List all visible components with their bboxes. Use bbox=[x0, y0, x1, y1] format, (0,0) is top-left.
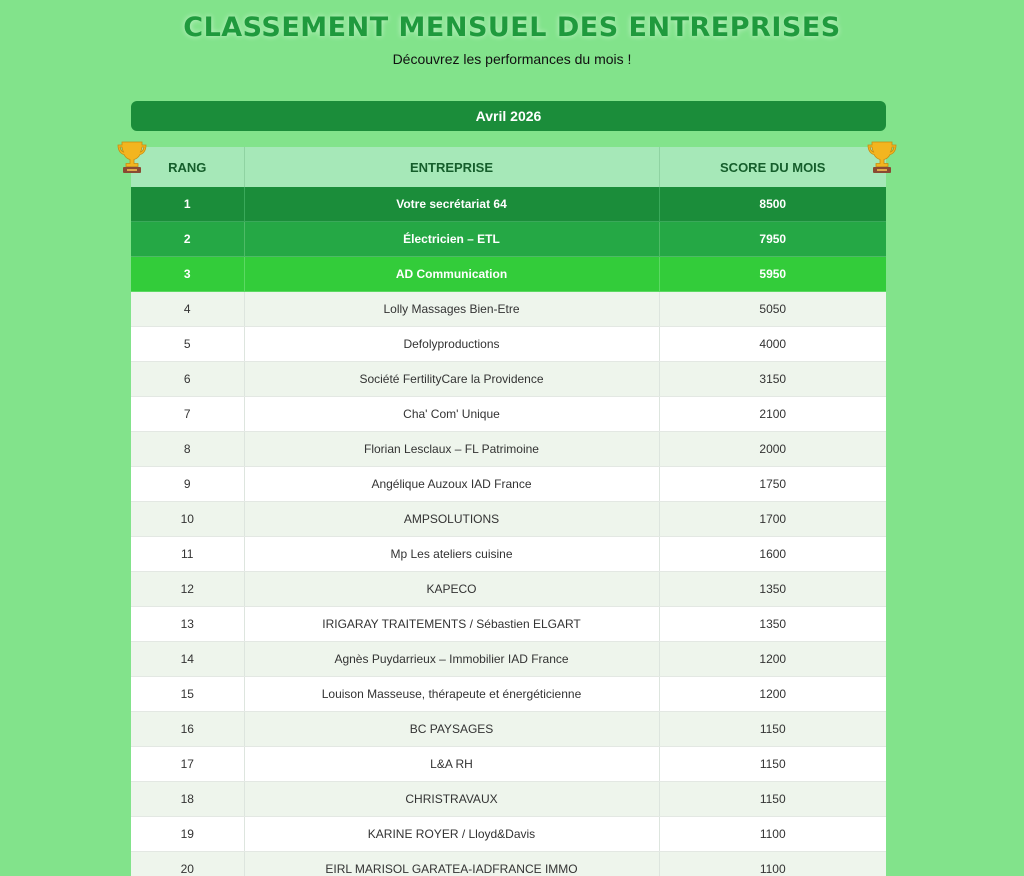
trophy-icon bbox=[867, 138, 897, 174]
table-row bbox=[131, 502, 886, 537]
page-title: CLASSEMENT MENSUEL DES ENTREPRISES bbox=[183, 12, 841, 43]
company-cell: Société FertilityCare la Providence bbox=[244, 362, 659, 397]
table-row bbox=[131, 817, 886, 852]
table-row bbox=[131, 537, 886, 572]
table-row bbox=[131, 327, 886, 362]
score-cell: 3150 bbox=[659, 362, 886, 397]
company-cell: AD Communication bbox=[244, 257, 659, 292]
ranking-table-header bbox=[131, 147, 886, 187]
company-cell: Florian Lesclaux – FL Patrimoine bbox=[244, 432, 659, 467]
table-row bbox=[131, 467, 886, 502]
company-cell: Votre secrétariat 64 bbox=[244, 187, 659, 222]
rank-cell: 17 bbox=[131, 747, 244, 782]
rank-cell: 11 bbox=[131, 537, 244, 572]
score-cell: 1600 bbox=[659, 537, 886, 572]
table-row bbox=[131, 572, 886, 607]
table-row bbox=[131, 397, 886, 432]
table-row bbox=[131, 222, 886, 257]
table-row bbox=[131, 852, 886, 876]
table-row bbox=[131, 257, 886, 292]
rank-cell: 2 bbox=[131, 222, 244, 257]
rank-cell: 4 bbox=[131, 292, 244, 327]
score-cell: 5950 bbox=[659, 257, 886, 292]
company-cell: Defolyproductions bbox=[244, 327, 659, 362]
score-cell: 1150 bbox=[659, 782, 886, 817]
score-cell: 1150 bbox=[659, 747, 886, 782]
score-cell: 1700 bbox=[659, 502, 886, 537]
score-cell: 2000 bbox=[659, 432, 886, 467]
company-cell: Angélique Auzoux IAD France bbox=[244, 467, 659, 502]
table-row bbox=[131, 362, 886, 397]
table-row bbox=[131, 712, 886, 747]
company-cell: KARINE ROYER / Lloyd&Davis bbox=[244, 817, 659, 852]
score-cell: 5050 bbox=[659, 292, 886, 327]
company-cell: AMPSOLUTIONS bbox=[244, 502, 659, 537]
company-cell: CHRISTRAVAUX bbox=[244, 782, 659, 817]
rank-cell: 14 bbox=[131, 642, 244, 677]
company-cell: IRIGARAY TRAITEMENTS / Sébastien ELGART bbox=[244, 607, 659, 642]
rank-cell: 1 bbox=[131, 187, 244, 222]
column-header-rank: RANG bbox=[131, 147, 244, 187]
rank-cell: 3 bbox=[131, 257, 244, 292]
table-row bbox=[131, 292, 886, 327]
score-cell: 2100 bbox=[659, 397, 886, 432]
company-cell: EIRL MARISOL GARATEA-IADFRANCE IMMO bbox=[244, 852, 659, 876]
page-subtitle: Découvrez les performances du mois ! bbox=[392, 51, 632, 67]
score-cell: 4000 bbox=[659, 327, 886, 362]
table-row bbox=[131, 677, 886, 712]
table-row bbox=[131, 747, 886, 782]
rank-cell: 19 bbox=[131, 817, 244, 852]
column-header-company: ENTREPRISE bbox=[244, 147, 659, 187]
company-cell: KAPECO bbox=[244, 572, 659, 607]
score-cell: 1100 bbox=[659, 817, 886, 852]
company-cell: Cha' Com' Unique bbox=[244, 397, 659, 432]
score-cell: 1100 bbox=[659, 852, 886, 876]
score-cell: 1200 bbox=[659, 642, 886, 677]
table-row bbox=[131, 642, 886, 677]
rank-cell: 20 bbox=[131, 852, 244, 876]
score-cell: 1150 bbox=[659, 712, 886, 747]
table-row bbox=[131, 607, 886, 642]
ranking-table bbox=[131, 147, 886, 876]
ranking-table-body bbox=[131, 187, 886, 876]
score-cell: 1350 bbox=[659, 572, 886, 607]
trophy-icon bbox=[117, 138, 147, 174]
rank-cell: 18 bbox=[131, 782, 244, 817]
rank-cell: 10 bbox=[131, 502, 244, 537]
score-cell: 1750 bbox=[659, 467, 886, 502]
score-cell: 7950 bbox=[659, 222, 886, 257]
month-banner: Avril 2026 bbox=[131, 101, 886, 131]
rank-cell: 8 bbox=[131, 432, 244, 467]
rank-cell: 13 bbox=[131, 607, 244, 642]
company-cell: L&A RH bbox=[244, 747, 659, 782]
rank-cell: 7 bbox=[131, 397, 244, 432]
score-cell: 8500 bbox=[659, 187, 886, 222]
rank-cell: 6 bbox=[131, 362, 244, 397]
rank-cell: 16 bbox=[131, 712, 244, 747]
table-row bbox=[131, 782, 886, 817]
rank-cell: 9 bbox=[131, 467, 244, 502]
rank-cell: 5 bbox=[131, 327, 244, 362]
company-cell: Lolly Massages Bien-Etre bbox=[244, 292, 659, 327]
score-cell: 1350 bbox=[659, 607, 886, 642]
rank-cell: 15 bbox=[131, 677, 244, 712]
company-cell: Agnès Puydarrieux – Immobilier IAD France bbox=[244, 642, 659, 677]
company-cell: BC PAYSAGES bbox=[244, 712, 659, 747]
table-row bbox=[131, 432, 886, 467]
column-header-score: SCORE DU MOIS bbox=[659, 147, 886, 187]
company-cell: Louison Masseuse, thérapeute et énergéticienne bbox=[244, 677, 659, 712]
company-cell: Électricien – ETL bbox=[244, 222, 659, 257]
score-cell: 1200 bbox=[659, 677, 886, 712]
rank-cell: 12 bbox=[131, 572, 244, 607]
table-row bbox=[131, 187, 886, 222]
company-cell: Mp Les ateliers cuisine bbox=[244, 537, 659, 572]
